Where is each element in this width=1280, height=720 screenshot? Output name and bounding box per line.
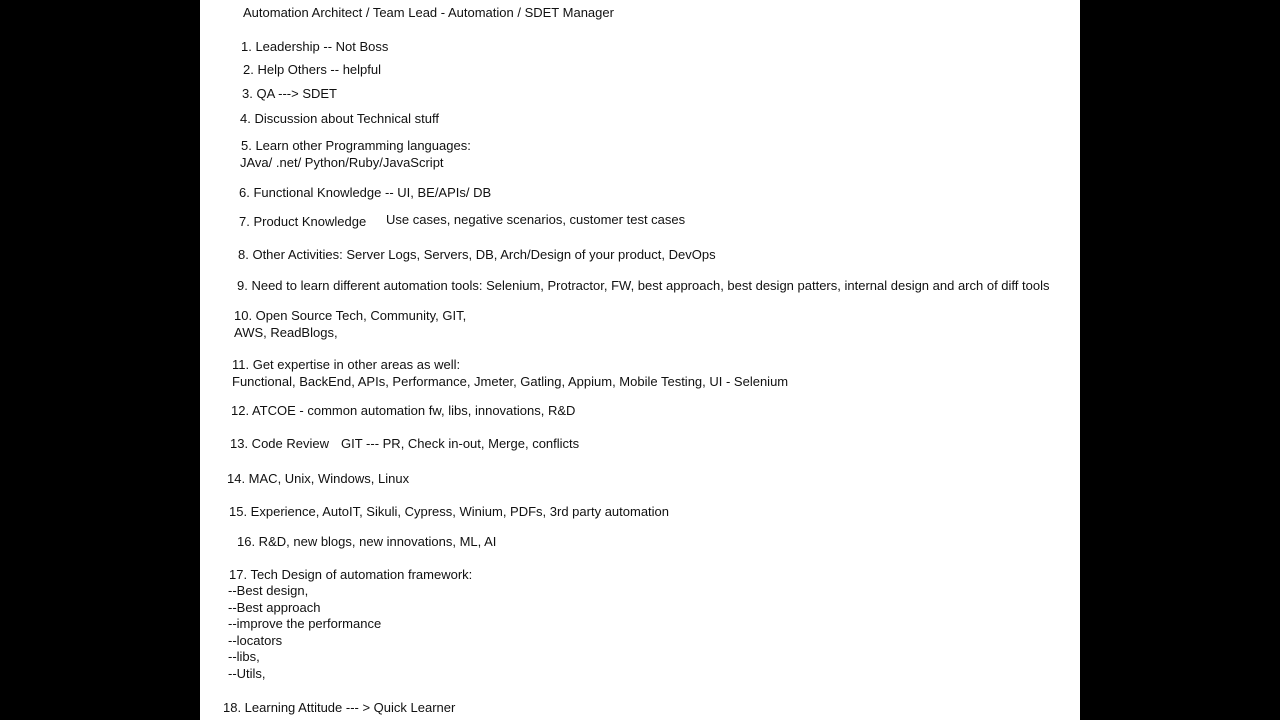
list-item-7-aside: Use cases, negative scenarios, customer test cases [386, 212, 686, 227]
list-item-17-sub-5: --libs, [228, 649, 260, 664]
list-item-15: 15. Experience, AutoIT, Sikuli, Cypress, Winium, PDFs, 3rd party automation [229, 504, 670, 519]
list-item-17-sub-6: --Utils, [228, 666, 266, 681]
list-item-7: 7. Product Knowledge [239, 214, 367, 229]
list-item-17-sub-1: --Best design, [228, 583, 309, 598]
list-item-12: 12. ATCOE - common automation fw, libs, innovations, R&D [231, 403, 576, 418]
list-item-2: 2. Help Others -- helpful [243, 62, 382, 77]
list-item-8: 8. Other Activities: Server Logs, Servers, DB, Arch/Design of your product, DevOps [238, 247, 716, 262]
list-item-17-sub-2: --Best approach [228, 600, 321, 615]
list-item-14: 14. MAC, Unix, Windows, Linux [227, 471, 410, 486]
list-item-13: 13. Code Review [230, 436, 329, 451]
list-item-10: 10. Open Source Tech, Community, GIT, [234, 308, 467, 323]
list-item-5-detail: JAva/ .net/ Python/Ruby/JavaScript [240, 155, 444, 170]
list-item-11: 11. Get expertise in other areas as well: [232, 357, 461, 372]
document-page [200, 0, 1080, 720]
list-item-5: 5. Learn other Programming languages: [241, 138, 471, 153]
document-title: Automation Architect / Team Lead - Automation / SDET Manager [243, 5, 614, 20]
list-item-10-detail: AWS, ReadBlogs, [234, 325, 338, 340]
list-item-11-detail: Functional, BackEnd, APIs, Performance, Jmeter, Gatling, Appium, Mobile Testing, UI - Selenium [232, 374, 789, 389]
list-item-16: 16. R&D, new blogs, new innovations, ML, AI [237, 534, 497, 549]
list-item-18: 18. Learning Attitude --- > Quick Learner [223, 700, 456, 715]
list-item-9: 9. Need to learn different automation tools: Selenium, Protractor, FW, best approach, best design patters, internal design and arch of diff tools [237, 278, 1050, 293]
list-item-3: 3. QA ---> SDET [242, 86, 337, 101]
list-item-17: 17. Tech Design of automation framework: [229, 567, 473, 582]
list-item-4: 4. Discussion about Technical stuff [240, 111, 439, 126]
list-item-1: 1. Leadership -- Not Boss [241, 39, 389, 54]
list-item-17-sub-4: --locators [228, 633, 283, 648]
list-item-17-sub-3: --improve the performance [228, 616, 382, 631]
list-item-13-aside: GIT --- PR, Check in-out, Merge, conflicts [341, 436, 580, 451]
list-item-6: 6. Functional Knowledge -- UI, BE/APIs/ DB [239, 185, 492, 200]
